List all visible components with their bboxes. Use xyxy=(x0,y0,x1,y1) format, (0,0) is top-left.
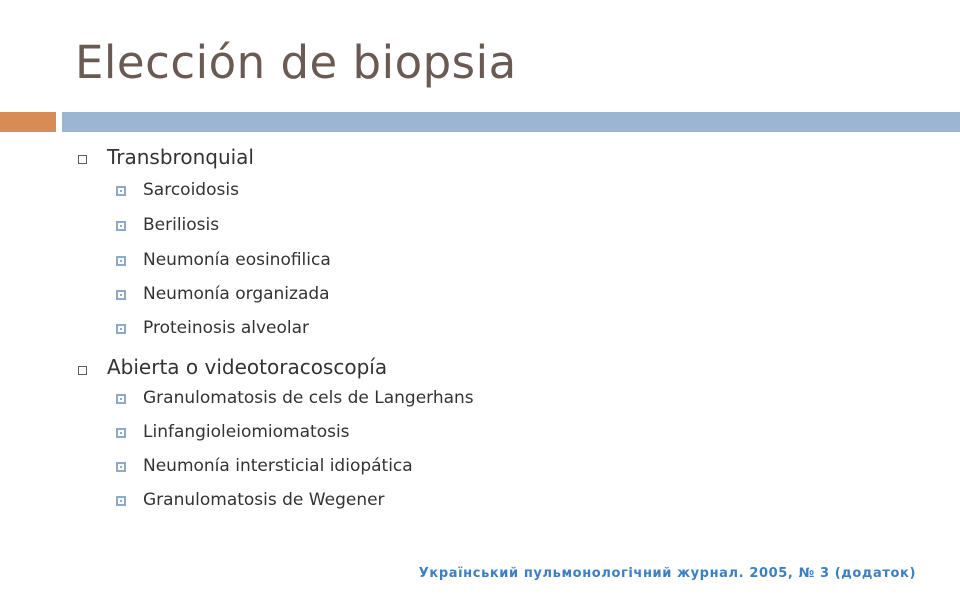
list-item: Granulomatosis de Wegener xyxy=(143,490,385,510)
list-item: Granulomatosis de cels de Langerhans xyxy=(143,388,474,408)
list-item: Neumonía organizada xyxy=(143,284,330,304)
list-item: Beriliosis xyxy=(143,215,220,235)
list-item: Linfangioleiomiomatosis xyxy=(143,422,350,442)
square-bullet-icon xyxy=(116,186,126,196)
journal-citation: Український пульмонологічний журнал. 2005, № 3 (додаток) xyxy=(418,566,916,581)
square-bullet-icon xyxy=(116,462,126,472)
square-bullet-icon xyxy=(116,496,126,506)
hollow-square-icon xyxy=(78,366,87,375)
square-bullet-icon xyxy=(116,256,126,266)
list-item: Neumonía intersticial idiopática xyxy=(143,456,413,476)
bullet-section-2: Abierta o videotoracoscopía xyxy=(107,355,388,379)
bullet-section-1: Transbronquial xyxy=(107,145,254,169)
square-bullet-icon xyxy=(116,290,126,300)
square-bullet-icon xyxy=(116,394,126,404)
square-bullet-icon xyxy=(116,221,126,231)
square-bullet-icon xyxy=(116,324,126,334)
list-item: Neumonía eosinofilica xyxy=(143,250,331,270)
hollow-square-icon xyxy=(78,155,87,164)
slide-title: Elección de biopsia xyxy=(75,36,517,89)
list-item: Sarcoidosis xyxy=(143,180,239,200)
list-item: Proteinosis alveolar xyxy=(143,318,310,338)
square-bullet-icon xyxy=(116,428,126,438)
